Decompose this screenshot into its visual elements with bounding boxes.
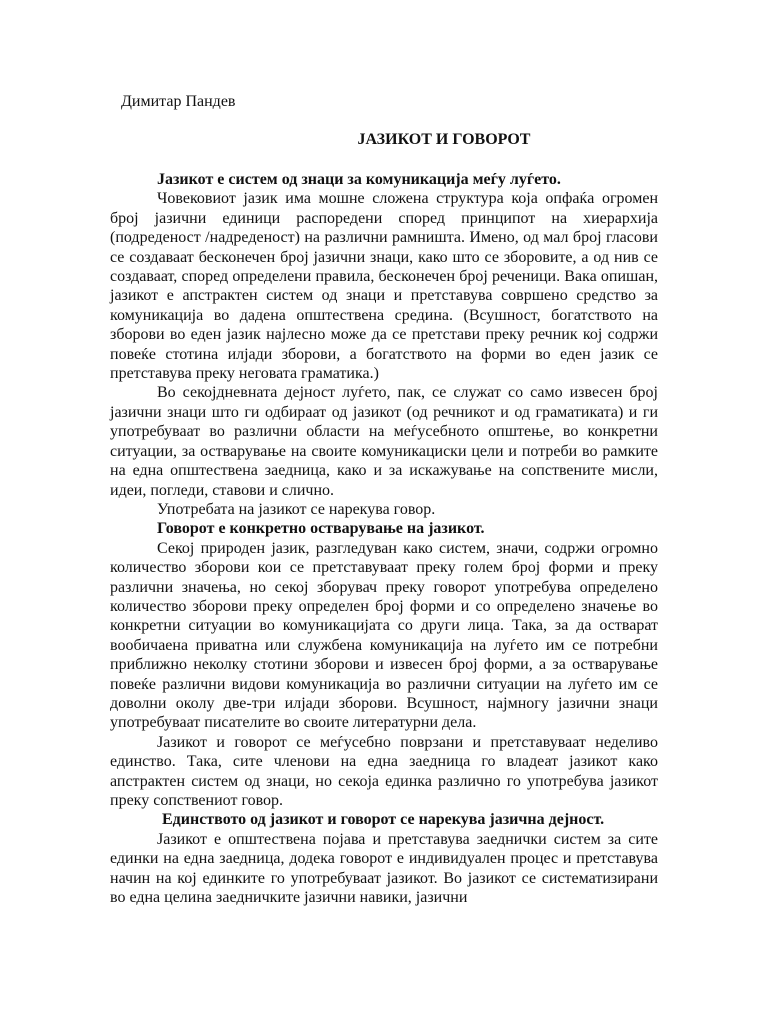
- paragraph-natural-language: Секој природен јазик, разгледуван како систем, значи, содржи огромно количество зборови кои се претставуваат преку голем број форми и преку различни значења, но секој зборувач преку говорот употребува определено количество зборови преку определен број форми и со определено значење во конкретни ситуации во комуникацијата со други лица. Така, за да остварат вообичаена приватна или службена комуникација на луѓето им се потребни приближно неколку стотини зборови и извесен број форми, а за остварување повеќе различни видови комуникација во различни ситуации на луѓето им се доволни околу две-три илјади зборови. Всушност, најмногу јазични знаци употребуваат писателите во своите литературни дела.: [110, 539, 658, 732]
- bold-heading-language-activity: Единството од јазикот и говорот се нарекува јазична дејност.: [162, 811, 605, 829]
- bold-heading-language-definition: Јазикот е систем од знаци за комуникација меѓу луѓето.: [157, 171, 561, 188]
- document-body: [110, 170, 658, 907]
- paragraph-language-speech-unity: Јазикот и говорот се меѓусебно поврзани и претставуваат неделиво единство. Така, сите членови на една заедница го владеат јазикот како апстрактен систем од знаци, но секоја единка различно го употребува јазикот преку сопствениот говор.: [110, 733, 658, 809]
- page-title: ЈАЗИКОТ И ГОВОРОТ: [357, 131, 531, 148]
- paragraph-everyday-use: Во секојдневната дејност луѓето, пак, се служат со само извесен број јазични знаци што ги одбираат од јазикот (од речникот и од граматиката) и ги употребуваат во различни области на меѓусебното општење, во конкретни ситуации, за остварување на своите комуникациски цели и потреби во рамките на една општествена заедница, како и за искажување на сопствените мисли, идеи, погледи, ставови и слично.: [110, 384, 658, 499]
- paragraph-speech-definition: Употребата на јазикот се нарекува говор.: [157, 500, 436, 518]
- paragraph-social-phenomenon: Јазикот е општествена појава и претставува заеднички систем за сите единки на една заедница, додека говорот е индивидуален процес и претставува начин на кој единките го употребуваат јазикот. Во јазикот се систематизирани во една целина заедничките јазични навики, јазични: [110, 830, 658, 907]
- author-name: Димитар Пандев: [121, 93, 236, 110]
- bold-heading-speech: Говорот е конкретно остварување на јазикот.: [157, 520, 485, 538]
- paragraph-language-structure: Човековиот јазик има мошне сложена структура која опфаќа огромен број јазични единици распоредени според принципот на хиерархија (подреденост /надреденост) на различни рамништа. Имено, од мал број гласови се создаваат бесконечен број јазични знаци, како што се зборовите, а од нив се создаваат, според определени правила, бесконечен број реченици. Вака опишан, јазикот е апстрактен систем од знаци и претставува совршено средство за комуникација во дадена општествена средина. (Всушност, богатството на зборови во еден јазик најлесно може да се претстави преку речник кој содржи повеќе стотина илјади зборови, а богатството на форми во еден јазик се претставува преку неговата граматика.): [110, 190, 658, 383]
